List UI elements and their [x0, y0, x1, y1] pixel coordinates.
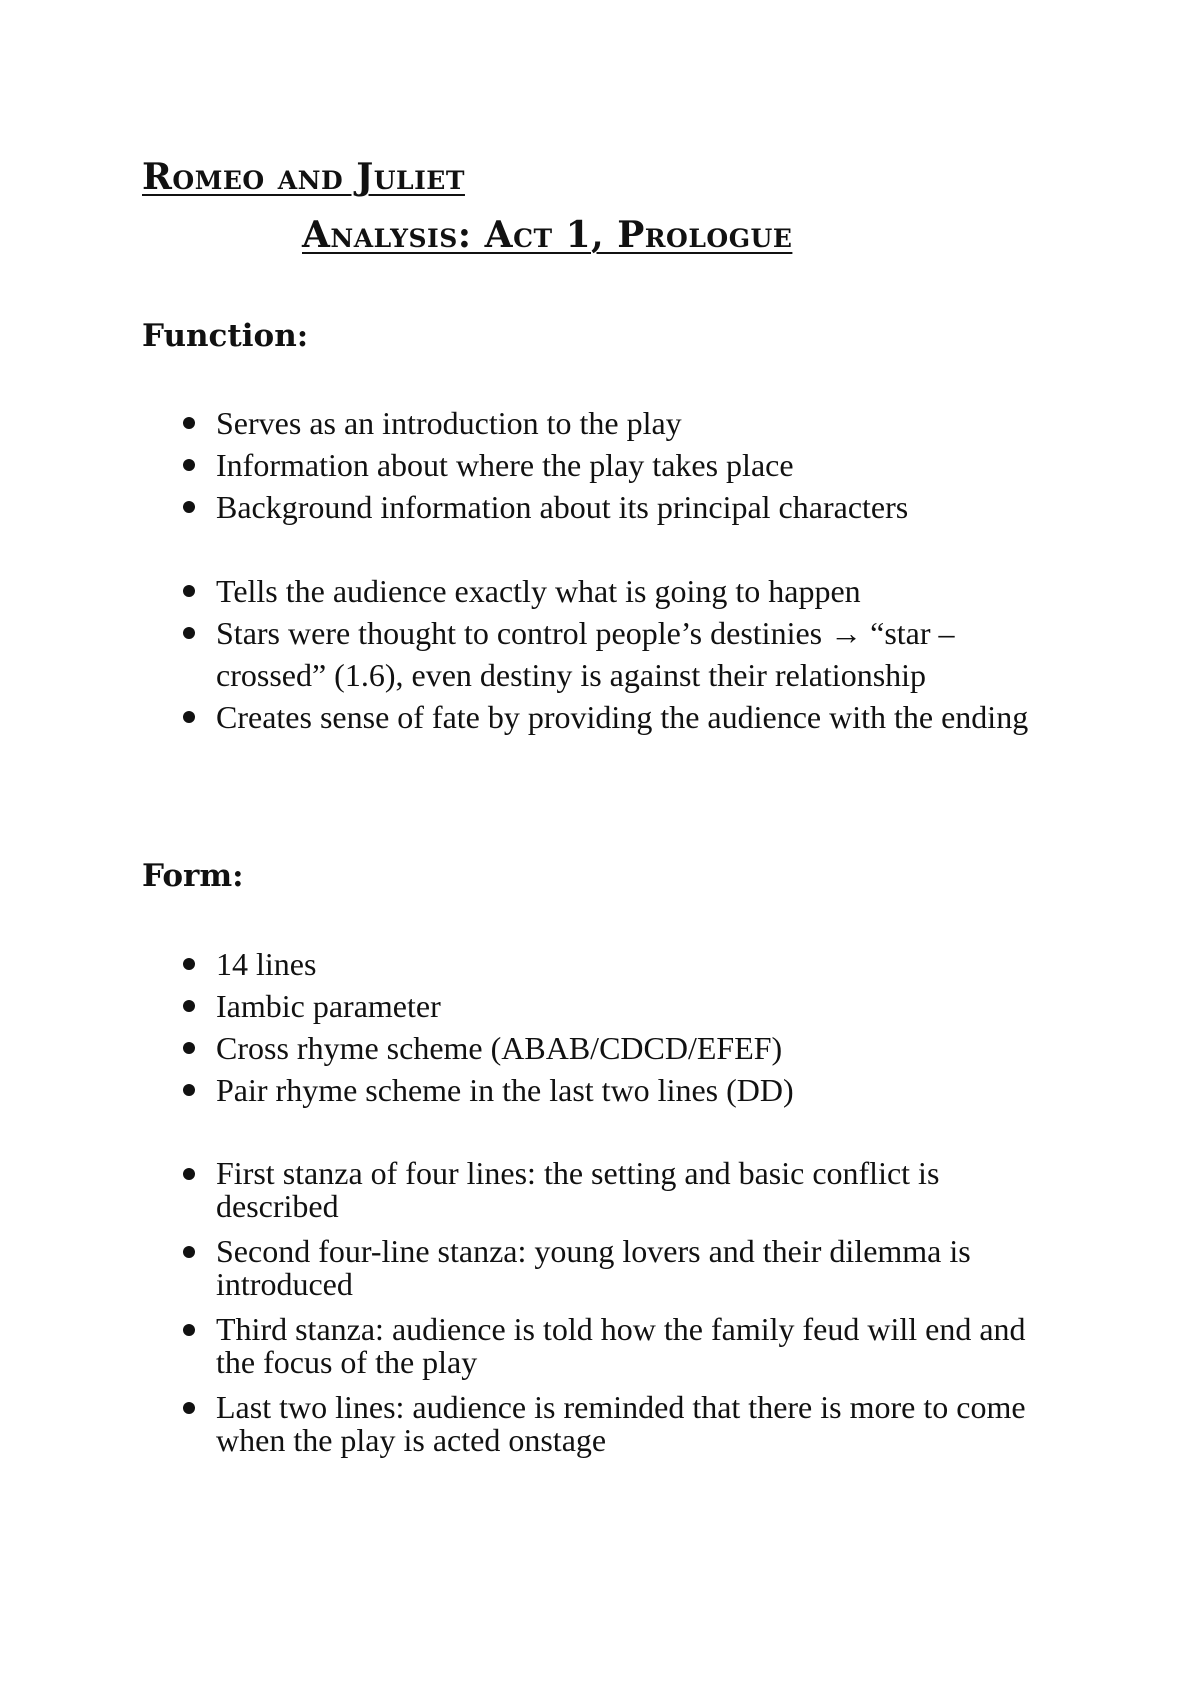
bullet-icon: [183, 1000, 195, 1012]
list-item: [0, 696, 1056, 738]
list-item-text: Background information about its principal characters: [216, 489, 909, 525]
bullet-icon: [183, 417, 195, 429]
form-bullet-list-2: [0, 1157, 1100, 1457]
bullet-icon: [183, 1168, 195, 1180]
form-bullet-list-1: [0, 943, 1100, 1111]
bullet-icon: [183, 1324, 195, 1336]
document-subtitle: Analysis: Act 1, Prologue: [302, 214, 793, 256]
bullet-icon: [183, 1402, 195, 1414]
bullet-icon: [183, 1042, 195, 1054]
list-item-text: Creates sense of fate by providing the audience with the ending: [216, 699, 1029, 735]
section-heading-function: Function:: [142, 318, 309, 354]
list-item: [0, 570, 1056, 612]
list-item: [0, 943, 1056, 985]
list-item-text: First stanza of four lines: the setting and basic conflict is described: [216, 1155, 940, 1224]
list-item: [0, 1235, 1056, 1301]
list-item-text: 14 lines: [216, 946, 317, 982]
list-item-text: Tells the audience exactly what is going to happen: [216, 573, 861, 609]
list-item-text: Second four-line stanza: young lovers and their dilemma is introduced: [216, 1233, 971, 1302]
list-item-text: Third stanza: audience is told how the family feud will end and the focus of the play: [216, 1311, 1026, 1380]
list-item-text: Serves as an introduction to the play: [216, 405, 682, 441]
list-item: [0, 444, 1056, 486]
bullet-icon: [183, 627, 195, 639]
bullet-icon: [183, 459, 195, 471]
bullet-icon: [183, 1084, 195, 1096]
list-item: [0, 486, 1056, 528]
list-item: [0, 612, 1056, 696]
list-item: [0, 1069, 1056, 1111]
list-item-text: Stars were thought to control people’s destinies → “star – crossed” (1.6), even destiny is against their relationship: [216, 615, 955, 693]
list-item: [0, 402, 1056, 444]
section-heading-form: Form:: [142, 858, 244, 894]
list-item: [0, 1391, 1056, 1457]
list-item: [0, 985, 1056, 1027]
list-item: [0, 1027, 1056, 1069]
bullet-icon: [183, 711, 195, 723]
list-item-text: Pair rhyme scheme in the last two lines (DD): [216, 1072, 794, 1108]
list-item-text: Iambic parameter: [216, 988, 441, 1024]
list-item-text: Last two lines: audience is reminded that there is more to come when the play is acted onstage: [216, 1389, 1026, 1458]
bullet-icon: [183, 958, 195, 970]
bullet-icon: [183, 501, 195, 513]
document-title: Romeo and Juliet: [142, 156, 465, 198]
bullet-icon: [183, 585, 195, 597]
list-item: [0, 1313, 1056, 1379]
bullet-icon: [183, 1246, 195, 1258]
list-item-text: Information about where the play takes place: [216, 447, 794, 483]
function-bullet-list-2: [0, 570, 1100, 738]
list-item: [0, 1157, 1056, 1223]
function-bullet-list-1: [0, 402, 1100, 528]
list-item-text: Cross rhyme scheme (ABAB/CDCD/EFEF): [216, 1030, 783, 1066]
